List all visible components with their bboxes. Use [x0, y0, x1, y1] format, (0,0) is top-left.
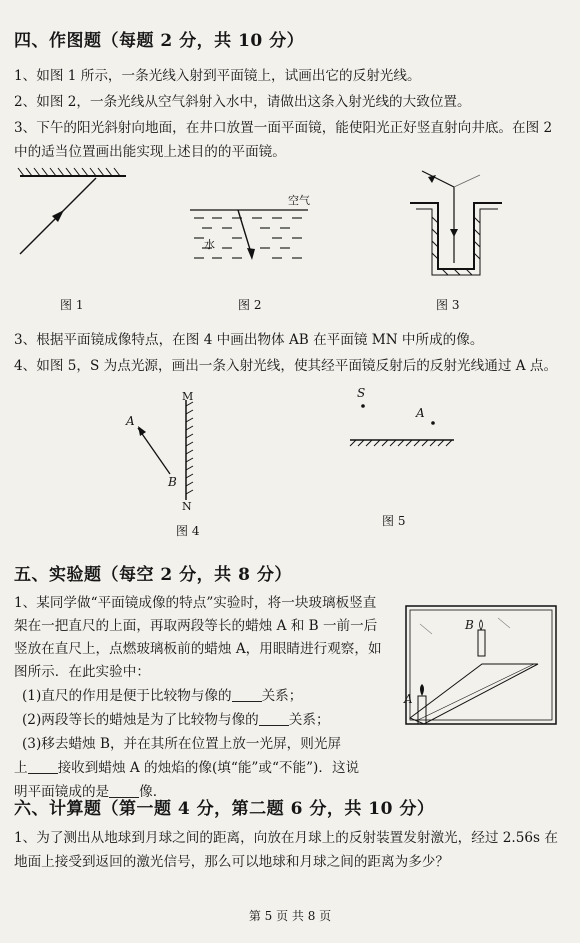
section4-q2: 2、如图 2，一条光线从空气斜射入水中，请做出这条入射光线的大致位置。 [14, 94, 471, 110]
section5-item3-end: 像. [139, 784, 158, 800]
answer-blank-3[interactable] [28, 759, 58, 774]
figure4-label-M: M [182, 390, 194, 403]
experiment-label-B: B [465, 618, 474, 632]
figure4-label-B: B [168, 475, 177, 489]
figure4-caption: 图 4 [176, 524, 200, 538]
figure4-diagram [120, 396, 200, 506]
page-footer: 第 5 页 共 8 页 [248, 909, 332, 923]
experiment-label-A: A [404, 692, 413, 706]
answer-blank-1[interactable] [232, 687, 262, 702]
section5-item3-prefix: 上 [14, 760, 28, 776]
section4-q5: 4、如图 5，S 为点光源，画出一条入射光线，使其经平面镜反射后的反射光线通过 A 点。 [14, 358, 558, 374]
section4-q1: 1、如图 1 所示，一条光线入射到平面镜上，试画出它的反射光线。 [14, 68, 421, 84]
section5-title: 五、实验题（每空 2 分，共 8 分） [14, 565, 292, 585]
section5-item3-text: 接收到蜡烛 A 的烛焰的像(填“能”或“不能”)．这说 [57, 760, 360, 776]
figure4-label-A: A [126, 414, 135, 428]
figure1-diagram [18, 172, 138, 262]
figure3-diagram [408, 165, 508, 280]
section5-item3-tail: 明平面镜成的是 [14, 784, 110, 800]
experiment-diagram [398, 604, 562, 734]
figure5-diagram [348, 396, 458, 446]
section5-item2 [22, 708, 392, 732]
section6-title: 六、计算题（第一题 4 分，第二题 6 分，共 10 分） [14, 799, 435, 819]
section5-item1-text: (1)直尺的作用是便于比较物与像的 [22, 688, 232, 704]
section4-title: 四、作图题（每题 2 分，共 10 分） [14, 31, 305, 51]
figure1-caption: 图 1 [60, 298, 84, 312]
figure3-caption: 图 3 [436, 298, 460, 312]
figure2-air-label: 空气 [288, 194, 310, 207]
section5-item1 [22, 684, 392, 708]
figure5-label-A: A [416, 406, 425, 420]
section6-q1: 1、为了测出从地球到月球之间的距离，向放在月球上的反射装置发射激光，经过 2.56s 在地面上接受到返回的激光信号，那么可以地球和月球之间的距离为多少？ [14, 830, 558, 870]
section5-item3: (3)移去蜡烛 B，并在其所在位置上放一光屏，则光屏 [22, 736, 342, 752]
section5-item2-suffix: 关系； [288, 712, 330, 728]
section5-item1-suffix: 关系； [261, 688, 303, 704]
section4-q4: 3、根据平面镜成像特点，在图 4 中画出物体 AB 在平面镜 MN 中所成的像。 [14, 332, 484, 348]
figure4-label-N: N [182, 500, 192, 513]
answer-blank-2[interactable] [259, 711, 289, 726]
section5-item2-text: (2)两段等长的蜡烛是为了比较物与像的 [22, 712, 259, 728]
figure2-water-label: 水 [204, 238, 215, 251]
figure2-caption: 图 2 [238, 298, 262, 312]
figure5-caption: 图 5 [382, 514, 406, 528]
figure5-label-S: S [357, 386, 366, 400]
section4-q3: 3、下午的阳光斜射向地面，在井口放置一面平面镜，能使阳光正好竖直射向井底。在图 2 中的适当位置画出能实现上述目的的平面镜。 [14, 120, 553, 160]
section5-item3-line2 [14, 756, 394, 780]
section5-intro: 1、某同学做“平面镜成像的特点”实验时，将一块玻璃板竖直架在一把直尺的上面，再取两段等长的蜡烛 A 和 B 一前一后竖放在直尺上，点燃玻璃板前的蜡烛 A，用眼睛进行观察，如图所示．在此实验中： [14, 595, 382, 680]
